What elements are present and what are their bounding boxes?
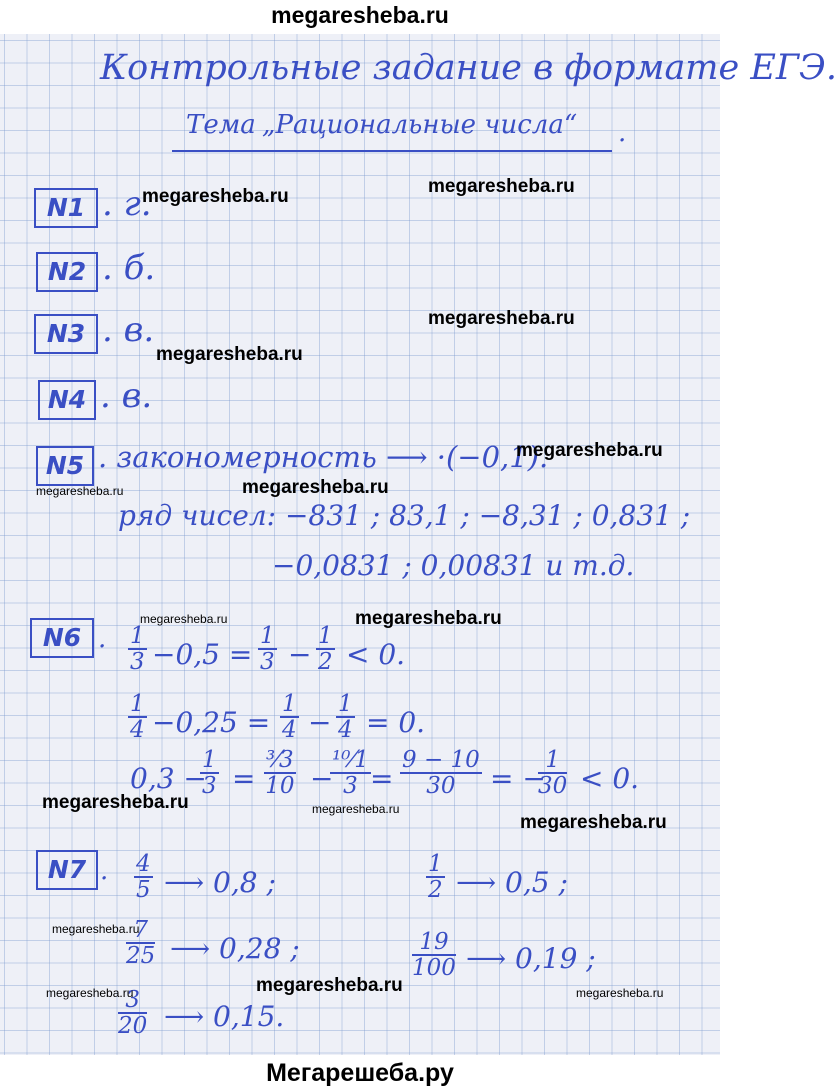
watermark: megaresheba.ru	[46, 986, 134, 1000]
site-footer	[0, 1055, 720, 1092]
n7-d-den: 100	[412, 955, 456, 982]
n6-l2-mid: −0,25 =	[152, 706, 271, 739]
answer-n2: . б.	[102, 248, 156, 288]
n6-l3-frac1	[200, 748, 219, 798]
n6-l3-frac4-den: 30	[426, 773, 456, 800]
n6-l2-frac1-num: 1	[130, 691, 145, 717]
n6-l1-frac2	[258, 624, 277, 674]
n6-l3-frac5-num: 1	[538, 748, 567, 774]
sheet-title: Контрольные задание в формате ЕГЭ.	[100, 48, 837, 88]
task-label-n5: N5	[36, 446, 94, 486]
n6-l3-frac5	[538, 748, 567, 798]
watermark: megaresheba.ru	[576, 986, 664, 1000]
watermark: megaresheba.ru	[428, 308, 575, 329]
n7-b-frac	[426, 852, 445, 902]
sheet-subtitle-prefix: Тема	[186, 110, 256, 140]
n6-l3-minus: −	[310, 762, 334, 795]
watermark: megaresheba.ru	[156, 344, 303, 365]
n6-l3-eq3: = −	[490, 762, 546, 795]
n6-l2-frac3	[336, 692, 355, 742]
n6-l3-frac3-den: 3	[343, 773, 358, 800]
n6-l2-end: = 0.	[366, 706, 426, 739]
n7-a-den: 5	[136, 877, 151, 904]
n6-l2-frac2	[280, 692, 299, 742]
watermark: megaresheba.ru	[256, 975, 403, 996]
n6-l2-frac1	[128, 692, 147, 742]
answer-n5-line2: ряд чисел: −831 ; 83,1 ; −8,31 ; 0,831 ;	[118, 499, 691, 532]
site-header-text: megaresheba.ru	[271, 2, 449, 28]
answer-n4: . в.	[100, 376, 153, 416]
site-header	[0, 0, 720, 34]
task-label-n6: N6	[30, 618, 94, 658]
n7-b-num: 1	[428, 851, 443, 877]
n6-l1-end: < 0.	[346, 638, 406, 671]
task-label-n4: N4	[38, 380, 96, 420]
watermark: megaresheba.ru	[312, 802, 400, 816]
answer-n3: . в.	[102, 310, 155, 350]
sheet-subtitle-theme: „Рациональные числа“	[262, 110, 578, 140]
n7-a-num: 4	[136, 851, 151, 877]
n6-l1-frac1-num: 1	[130, 623, 145, 649]
answer-n5-line3: −0,0831 ; 0,00831 и т.д.	[272, 549, 635, 582]
n6-l1-frac1	[128, 624, 147, 674]
n7-c-result: ⟶ 0,28 ;	[170, 932, 300, 965]
n6-l3-end: < 0.	[580, 762, 640, 795]
task-label-n2: N2	[36, 252, 98, 292]
n7-c-den: 25	[126, 943, 156, 970]
n6-l3-frac4-num: 9 − 10	[402, 747, 480, 773]
n6-l2-minus: −	[308, 706, 332, 739]
n6-l1-frac3	[316, 624, 335, 674]
site-footer-text: Мегарешеба.ру	[266, 1059, 454, 1087]
n7-e-den: 20	[118, 1013, 148, 1040]
watermark: megaresheba.ru	[242, 477, 389, 498]
n6-l3-frac2-den: 10	[265, 773, 295, 800]
n6-l1-minus: −	[288, 638, 312, 671]
n6-l2-frac1-den: 4	[130, 717, 145, 744]
n6-l3-eq: =	[232, 762, 256, 795]
n6-l2-frac2-den: 4	[282, 717, 297, 744]
answer-n1: . г.	[102, 184, 152, 224]
n6-l3-eq2: =	[370, 762, 394, 795]
sheet-subtitle-dot: .	[618, 118, 627, 148]
watermark: megaresheba.ru	[36, 484, 124, 498]
n6-l3-frac1-num: 1	[202, 747, 217, 773]
n6-l3-frac3-num: ¹⁰⁄1	[332, 747, 369, 773]
n7-b-den: 2	[428, 877, 443, 904]
watermark: megaresheba.ru	[428, 176, 575, 197]
n7-e-num: 3	[118, 988, 147, 1014]
notebook-page	[0, 34, 837, 1055]
n7-dot: .	[100, 856, 109, 886]
watermark: megaresheba.ru	[140, 612, 228, 626]
n6-l3-start: 0,3 −	[130, 762, 207, 795]
n6-l1-frac1-den: 3	[130, 649, 145, 676]
answer-n5-line1: . закономерность ⟶ ·(−0,1).	[98, 440, 549, 474]
n7-c-num: 7	[126, 918, 155, 944]
watermark: megaresheba.ru	[142, 186, 289, 207]
n6-l3-frac2-num: ³⁄3	[266, 747, 294, 773]
n6-l3-frac4	[400, 748, 482, 798]
n6-l3-frac1-den: 3	[202, 773, 217, 800]
n6-l1-frac2-den: 3	[260, 649, 275, 676]
n6-l1-frac3-den: 2	[318, 649, 333, 676]
watermark: megaresheba.ru	[42, 792, 189, 813]
n6-l2-frac2-num: 1	[282, 691, 297, 717]
n6-l2-frac3-num: 1	[338, 691, 353, 717]
n6-dot: .	[98, 624, 107, 654]
n7-d-result: ⟶ 0,19 ;	[466, 942, 596, 975]
watermark: megaresheba.ru	[520, 812, 667, 833]
n7-a-result: ⟶ 0,8 ;	[164, 866, 276, 899]
n6-l1-frac2-num: 1	[260, 623, 275, 649]
task-label-n3: N3	[34, 314, 98, 354]
n6-l2-frac3-den: 4	[338, 717, 353, 744]
task-label-n1: N1	[34, 188, 98, 228]
task-label-n7: N7	[36, 850, 98, 890]
subtitle-underline	[172, 150, 612, 152]
n7-d-frac	[412, 930, 456, 980]
n7-e-result: ⟶ 0,15.	[164, 1000, 285, 1033]
n7-a-frac	[134, 852, 153, 902]
n6-l1-mid: −0,5 =	[152, 638, 253, 671]
watermark: megaresheba.ru	[52, 922, 140, 936]
n6-l3-frac3	[330, 748, 371, 798]
n7-b-result: ⟶ 0,5 ;	[456, 866, 568, 899]
watermark: megaresheba.ru	[355, 608, 502, 629]
n6-l3-frac2	[264, 748, 296, 798]
n7-d-num: 19	[412, 930, 456, 956]
n6-l3-frac5-den: 30	[538, 773, 568, 800]
n6-l1-frac3-num: 1	[318, 623, 333, 649]
watermark: megaresheba.ru	[516, 440, 663, 461]
